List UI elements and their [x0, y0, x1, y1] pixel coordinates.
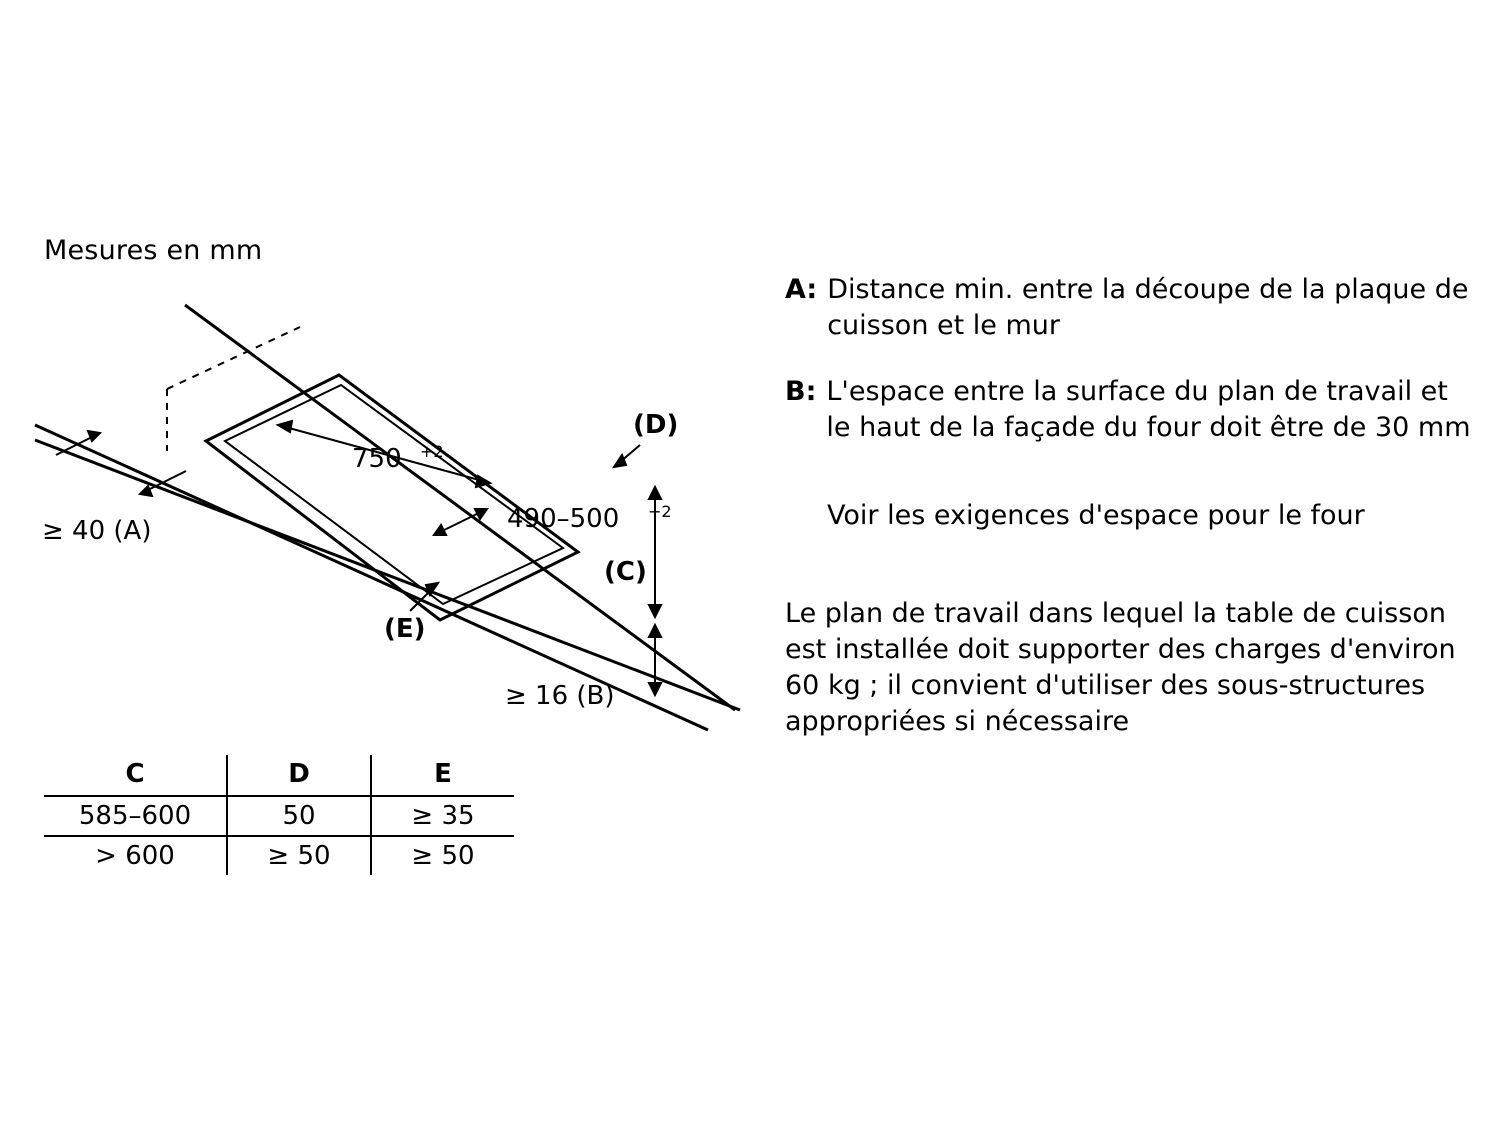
dim-a-arrowhead-2: [140, 486, 152, 496]
dim-depth-label: 490–500: [507, 504, 620, 534]
clearance-table: [44, 755, 514, 875]
dim-750-arrowhead-left: [278, 421, 292, 432]
cutout-outline: [206, 375, 578, 620]
dim-depth-arrowhead-top: [475, 509, 487, 519]
note-b-text: L'espace entre la surface du plan de travail et le haut de la façade du four doit être de 30 mm: [826, 376, 1471, 443]
note-b-key: B:: [785, 376, 817, 407]
dim-depth-sup: +2: [648, 502, 672, 521]
note-a: [785, 272, 1475, 344]
dim-d-label: (D): [633, 410, 679, 440]
note-a-text: Distance min. entre la découpe de la plaque de cuisson et le mur: [827, 274, 1469, 341]
note-oven-clearance: Voir les exigences d'espace pour le four: [827, 500, 1365, 531]
units-caption: Mesures en mm: [44, 235, 263, 266]
table-row: [44, 836, 514, 875]
table-cell: ≥ 50: [227, 836, 371, 875]
dim-e-label: (E): [384, 614, 426, 644]
table-header-c: C: [44, 755, 227, 796]
table-cell: 585–600: [44, 796, 227, 836]
table-cell: > 600: [44, 836, 227, 875]
dim-d-arrowhead: [614, 455, 626, 467]
dim-a-label: ≥ 40 (A): [42, 516, 152, 546]
dim-b-arrowhead-top: [649, 625, 661, 637]
table-header-row: [44, 755, 514, 796]
dim-width-label: 750: [352, 444, 402, 474]
table-cell: ≥ 35: [371, 796, 514, 836]
dim-c-label: (C): [604, 557, 647, 587]
note-b: [785, 374, 1475, 446]
hob-cutout-diagram: [0, 255, 780, 755]
dim-a-arrowhead-1: [88, 431, 100, 441]
notes-panel: [785, 272, 1475, 740]
table-cell: ≥ 50: [411, 841, 475, 871]
wall-distance-dashed-1: [167, 327, 300, 389]
table-row: [44, 796, 514, 836]
table-header-e: E: [434, 759, 452, 789]
table-cell: 50: [227, 796, 371, 836]
dim-width-sup: +2: [420, 442, 444, 461]
note-worktop-load: Le plan de travail dans lequel la table de cuisson est installée doit supporter des charges d'environ 60 kg ; il convient d'utiliser des sous-structures appropriées si nécessaire: [785, 598, 1456, 737]
dim-c-arrowhead-top: [649, 487, 661, 499]
dim-depth-arrowhead-bottom: [434, 525, 446, 535]
dim-b-label: ≥ 16 (B): [505, 681, 615, 711]
table-header-d: D: [227, 755, 371, 796]
dim-b-arrowhead-bottom: [649, 683, 661, 695]
dim-c-arrowhead-bottom: [649, 605, 661, 617]
note-a-key: A:: [785, 274, 818, 305]
